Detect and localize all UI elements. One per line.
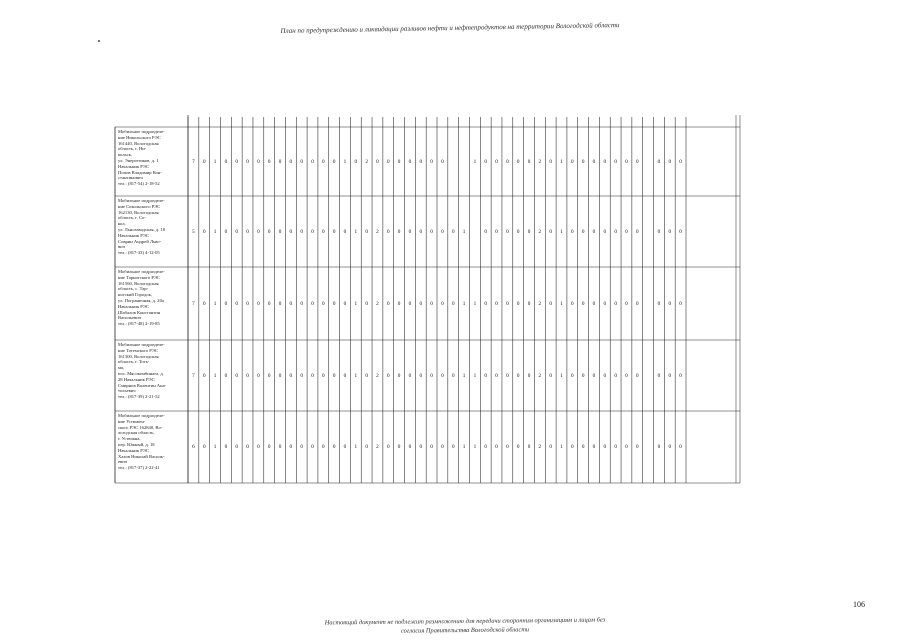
table-cell-value: 0 xyxy=(484,228,487,235)
table-cell-value: 0 xyxy=(289,444,293,450)
table-cell-value: 1 xyxy=(560,444,563,450)
footer-line-1: Настоящий документ не подлежит размножению для передачи сторонним организациям и лицам без xyxy=(324,616,606,627)
table-cell-value: 0 xyxy=(224,372,228,379)
table-cell-value: 0 xyxy=(635,444,639,450)
table-cell-value: 0 xyxy=(506,444,509,450)
table-cell-value: 0 xyxy=(614,444,617,450)
table-cell-value: 0 xyxy=(311,444,314,450)
table-cell-value: 0 xyxy=(386,228,390,235)
table-cell-value: 0 xyxy=(625,158,628,165)
unit-info-cell: Мобильное подразделе- ние Сокольского РЭС 162130, Вологодская область, г. Со- кол, ул. Льнозаводская, д. 18 Начальник РЭС Соврин Андрей Льво- вич тел.: (817-33) 4-12-05 xyxy=(118,198,166,256)
table-cell-value: 0 xyxy=(257,372,260,379)
table-cell-value: 0 xyxy=(495,300,498,307)
table-cell-value: 1 xyxy=(560,228,563,235)
table-cell-value: 1 xyxy=(213,372,217,379)
table-cell-value: 0 xyxy=(657,372,661,379)
table-cell-value: 0 xyxy=(679,300,682,307)
table-cell-value: 7 xyxy=(192,158,195,165)
table-cell-value: 0 xyxy=(495,444,498,450)
table-cell-value: 0 xyxy=(267,444,271,450)
table-cell-value: 0 xyxy=(408,158,412,165)
table-cell-value: 0 xyxy=(322,444,325,450)
table-cell-value: 0 xyxy=(679,372,682,379)
table-cell-value: 0 xyxy=(506,228,509,235)
table-cell-value: 0 xyxy=(235,158,238,165)
table-cell-value: 0 xyxy=(516,300,520,307)
table-cell-value: 0 xyxy=(257,158,260,165)
table-cell-value: 0 xyxy=(311,300,314,307)
table-cell-value: 0 xyxy=(571,444,574,450)
table-cell-value: 0 xyxy=(668,372,672,379)
table-cell-value: 0 xyxy=(224,158,228,165)
table-cell-value: 0 xyxy=(224,228,228,235)
table-cell-value: 0 xyxy=(603,444,607,450)
table-cell-value: 1 xyxy=(354,444,358,450)
table-cell-value: 0 xyxy=(516,372,520,379)
table-cell-value: 0 xyxy=(441,158,444,165)
table-cell-value: 0 xyxy=(354,158,358,165)
table-cell-value: 5 xyxy=(192,228,195,235)
table-cell-value: 0 xyxy=(614,158,617,165)
table-cell-value: 1 xyxy=(473,158,477,165)
table-cell-value: 0 xyxy=(365,372,368,379)
table-cell-value: 0 xyxy=(668,300,672,307)
table-cell-value: 2 xyxy=(538,372,542,379)
unit-info-cell: Мобильное подразделе- ние Тарногского РЭС 161560, Вологодская область, с. Тар- ногский Городок, ул. Пограничная, д. 20а Начальник РЭС Шабалов Константин Васильевич тел.: (817-48) 2-19-85 xyxy=(118,269,165,327)
table-cell-value: 0 xyxy=(668,444,672,450)
document-title: План по предупреждению и ликвидации разливов нефти и нефтепродуктов на территории Вологодской области xyxy=(280,21,620,35)
table-cell-value: 0 xyxy=(635,300,639,307)
table-cell-value: 0 xyxy=(397,228,401,235)
table-cell-value: 0 xyxy=(246,444,249,450)
table-cell-value: 0 xyxy=(635,158,639,165)
table-cell-value: 0 xyxy=(516,228,520,235)
table-cell-value: 0 xyxy=(495,158,498,165)
table-cell-value: 0 xyxy=(386,372,390,379)
table-cell-value: 0 xyxy=(278,300,282,307)
table-cell-value: 0 xyxy=(441,228,444,235)
table-cell-value: 0 xyxy=(506,158,509,165)
table-cell-value: 0 xyxy=(441,300,444,307)
table-cell-value: 0 xyxy=(614,372,617,379)
table-cell-value: 1 xyxy=(462,228,466,235)
table-cell-value: 0 xyxy=(657,444,661,450)
table-cell-value: 0 xyxy=(484,372,487,379)
table-cell-value: 1 xyxy=(213,300,217,307)
table-cell-value: 0 xyxy=(311,158,314,165)
table-cell-value: 7 xyxy=(192,372,195,379)
table-cell-value: 0 xyxy=(581,300,585,307)
table-cell-value: 0 xyxy=(246,372,249,379)
table-cell-value: 0 xyxy=(224,444,228,450)
table-cell-value: 0 xyxy=(441,372,444,379)
table-cell-value: 0 xyxy=(419,444,423,450)
table-cell-value: 1 xyxy=(354,372,358,379)
table-cell-value: 0 xyxy=(625,372,628,379)
table-cell-value: 0 xyxy=(365,444,368,450)
table-cell-value: 0 xyxy=(592,444,596,450)
table-cell-value: 0 xyxy=(278,158,282,165)
table-cell-value: 1 xyxy=(354,228,358,235)
table-cell-value: 0 xyxy=(430,228,433,235)
table-cell-value: 1 xyxy=(213,158,217,165)
table-cell-value: 1 xyxy=(560,300,563,307)
table-cell-value: 0 xyxy=(419,300,423,307)
table-cell-value: 0 xyxy=(625,444,628,450)
table-cell-value: 0 xyxy=(246,228,249,235)
table-cell-value: 0 xyxy=(202,372,206,379)
table-cell-value: 0 xyxy=(408,372,412,379)
table-cell-value: 1 xyxy=(462,444,466,450)
table-cell-value: 0 xyxy=(495,228,498,235)
table-cell-value: 0 xyxy=(527,372,531,379)
table-cell-value: 0 xyxy=(484,158,487,165)
table-cell-value: 0 xyxy=(603,158,607,165)
table-cell-value: 0 xyxy=(343,228,347,235)
table-cell-value: 1 xyxy=(462,372,466,379)
table-cell-value: 0 xyxy=(343,372,347,379)
table-cell-value: 1 xyxy=(462,300,466,307)
table-cell-value: 0 xyxy=(419,158,423,165)
table-cell-value: 0 xyxy=(657,158,661,165)
table-cell-value: 0 xyxy=(300,444,303,450)
table-cell-value: 0 xyxy=(408,444,412,450)
table-cell-value: 0 xyxy=(365,300,368,307)
table-cell-value: 7 xyxy=(192,300,195,307)
table-cell-value: 0 xyxy=(451,372,455,379)
table-cell-value: 0 xyxy=(516,158,520,165)
table-cell-value: 0 xyxy=(267,158,271,165)
table-cell-value: 0 xyxy=(386,158,390,165)
table-cell-value: 0 xyxy=(322,372,325,379)
table-cell-value: 1 xyxy=(343,158,347,165)
table-cell-value: 1 xyxy=(560,372,563,379)
table-cell-value: 0 xyxy=(625,228,628,235)
table-cell-value: 0 xyxy=(549,158,552,165)
table-cell-value: 0 xyxy=(451,300,455,307)
table-cell-value: 1 xyxy=(213,228,217,235)
table-cell-value: 0 xyxy=(668,228,672,235)
table-cell-value: 0 xyxy=(581,228,585,235)
table-cell-value: 0 xyxy=(246,158,249,165)
table-cell-value: 0 xyxy=(343,300,347,307)
table-cell-value: 0 xyxy=(397,372,401,379)
table-cell-value: 0 xyxy=(257,228,260,235)
table-cell-value: 2 xyxy=(538,158,542,165)
table-cell-value: 1 xyxy=(473,444,477,450)
table-cell-value: 0 xyxy=(332,300,336,307)
table-cell-value: 0 xyxy=(289,300,293,307)
table-cell-value: 0 xyxy=(332,228,336,235)
table-cell-value: 0 xyxy=(571,300,574,307)
table-cell-value: 0 xyxy=(484,300,487,307)
table-cell-value: 0 xyxy=(332,158,336,165)
table-cell-value: 0 xyxy=(267,300,271,307)
table-cell-value: 0 xyxy=(419,228,423,235)
table-cell-value: 0 xyxy=(278,228,282,235)
table-cell-value: 0 xyxy=(657,228,661,235)
table-cell-value: 0 xyxy=(332,372,336,379)
table-cell-value: 0 xyxy=(332,444,336,450)
table-cell-value: 0 xyxy=(679,228,682,235)
table-cell-value: 0 xyxy=(527,300,531,307)
table-cell-value: 0 xyxy=(311,372,314,379)
table-cell-value: 2 xyxy=(365,158,368,165)
table-cell-value: 0 xyxy=(635,372,639,379)
table-cell-value: 0 xyxy=(571,372,574,379)
table-cell-value: 0 xyxy=(506,372,509,379)
table-cell-value: 0 xyxy=(451,228,455,235)
table-cell-value: 0 xyxy=(614,300,617,307)
table-cell-value: 0 xyxy=(376,158,379,165)
table-cell-value: 0 xyxy=(592,158,596,165)
table-cell-value: 0 xyxy=(235,228,238,235)
table-cell-value: 0 xyxy=(495,372,498,379)
table-cell-value: 0 xyxy=(581,158,585,165)
table-cell-value: 0 xyxy=(257,300,260,307)
table-cell-value: 0 xyxy=(506,300,509,307)
table-cell-value: 0 xyxy=(300,158,303,165)
table-cell-value: 0 xyxy=(527,228,531,235)
table-cell-value: 0 xyxy=(224,300,228,307)
table-cell-value: 0 xyxy=(343,444,347,450)
table-cell-value: 0 xyxy=(549,372,552,379)
table-cell-value: 0 xyxy=(365,228,368,235)
table-cell-value: 0 xyxy=(571,158,574,165)
table-cell-value: 0 xyxy=(235,300,238,307)
table-cell-value: 0 xyxy=(430,444,433,450)
table-cell-value: 0 xyxy=(386,300,390,307)
table-cell-value: 0 xyxy=(408,228,412,235)
table-cell-value: 1 xyxy=(473,300,477,307)
unit-info-cell: Мобильное подразделе- ние Устюжен- ского РЭС 162840, Во- логодская область, г. Устюжна, пер. Южный, д. 18 Начальник РЭС Хахов Николай Василь- евич тел.: (817-37) 2-22-41 xyxy=(118,413,165,471)
table-cell-value: 0 xyxy=(603,300,607,307)
table-cell-value: 0 xyxy=(581,372,585,379)
table-cell-value: 0 xyxy=(441,444,444,450)
table-cell-value: 0 xyxy=(322,300,325,307)
table-cell-value: 0 xyxy=(451,444,455,450)
table-cell-value: 2 xyxy=(376,300,379,307)
table-cell-value: 0 xyxy=(430,158,433,165)
table-cell-value: 0 xyxy=(278,372,282,379)
table-cell-value: 0 xyxy=(571,228,574,235)
table-cell-value: 0 xyxy=(397,158,401,165)
table-cell-value: 0 xyxy=(257,444,260,450)
table-cell-value: 2 xyxy=(538,300,542,307)
table-cell-value: 2 xyxy=(538,444,542,450)
table-cell-value: 0 xyxy=(267,372,271,379)
unit-info-cell: Мобильное подразделе- ние Тотемского РЭС 161300, Вологодская область, г. Тоть- ма, пос. Мясокомбината, д. 28 Начальник РЭС Смирнов Валентин Ана- тольевич тел.: (817-39) 2-21-52 xyxy=(118,342,167,400)
table-cell-value: 0 xyxy=(679,444,682,450)
table-cell-value: 0 xyxy=(202,300,206,307)
table-cell-value: 0 xyxy=(397,300,401,307)
unit-info-cell: Мобильное подразделе- ние Никольского РЭС 161440, Вологодская область, г. Ни- кольск, ул. Энергетиков, д. 1 Начальник РЭС Попов Владимир Кон- стантинович тел.: (817-54) 2-18-52 xyxy=(118,129,165,187)
table-cell-value: 2 xyxy=(538,228,542,235)
table-cell-value: 0 xyxy=(202,444,206,450)
table-cell-value: 0 xyxy=(603,372,607,379)
table-cell-value: 0 xyxy=(549,300,552,307)
table-cell-value: 0 xyxy=(549,444,552,450)
table-cell-value: 0 xyxy=(635,228,639,235)
table-cell-value: 0 xyxy=(300,300,303,307)
table-cell-value: 0 xyxy=(246,300,249,307)
table-cell-value: 0 xyxy=(657,300,661,307)
table-cell-value: 0 xyxy=(614,228,617,235)
table-cell-value: 2 xyxy=(376,228,379,235)
table-cell-value: 0 xyxy=(202,158,206,165)
table-cell-value: 0 xyxy=(516,444,520,450)
footer-line-2: согласия Правительства Вологодской области xyxy=(400,626,530,635)
table-cell-value: 6 xyxy=(192,444,195,450)
table-cell-value: 0 xyxy=(592,300,596,307)
table-cell-value: 1 xyxy=(473,372,477,379)
table-cell-value: 1 xyxy=(213,444,217,450)
table-cell-value: 0 xyxy=(430,372,433,379)
table-cell-value: 0 xyxy=(679,158,682,165)
table-cell-value: 0 xyxy=(235,444,238,450)
table-cell-value: 2 xyxy=(376,444,379,450)
table-cell-value: 1 xyxy=(354,300,358,307)
table-cell-value: 0 xyxy=(592,372,596,379)
table-cell-value: 0 xyxy=(625,300,628,307)
page-number: 106 xyxy=(853,600,865,609)
table-cell-value: 0 xyxy=(322,228,325,235)
table-cell-value: 0 xyxy=(311,228,314,235)
table-cell-value: 0 xyxy=(300,372,303,379)
table-cell-value: 0 xyxy=(484,444,487,450)
table-cell-value: 0 xyxy=(527,158,531,165)
table-cell-value: 0 xyxy=(581,444,585,450)
table-cell-value: 0 xyxy=(289,158,293,165)
table-cell-value: 0 xyxy=(549,228,552,235)
table-cell-value: 0 xyxy=(278,444,282,450)
table-cell-value: 0 xyxy=(397,444,401,450)
table-cell-value: 0 xyxy=(419,372,423,379)
table-cell-value: 0 xyxy=(235,372,238,379)
table-cell-value: 0 xyxy=(300,228,303,235)
table-cell-value: 0 xyxy=(668,158,672,165)
table-cell-value: 0 xyxy=(289,372,293,379)
table-cell-value: 0 xyxy=(289,228,293,235)
scan-speck xyxy=(98,40,100,42)
confidentiality-footer xyxy=(250,615,680,638)
table-cell-value: 0 xyxy=(592,228,596,235)
table-cell-value: 0 xyxy=(267,228,271,235)
table-cell-value: 0 xyxy=(202,228,206,235)
table-cell-value: 0 xyxy=(386,444,390,450)
table-cell-value: 0 xyxy=(408,300,412,307)
table-cell-value: 1 xyxy=(560,158,563,165)
table-cell-value: 0 xyxy=(527,444,531,450)
table-cell-value: 0 xyxy=(430,300,433,307)
table-cell-value: 2 xyxy=(376,372,379,379)
table-cell-value: 0 xyxy=(322,158,325,165)
table-cell-value: 0 xyxy=(603,228,607,235)
